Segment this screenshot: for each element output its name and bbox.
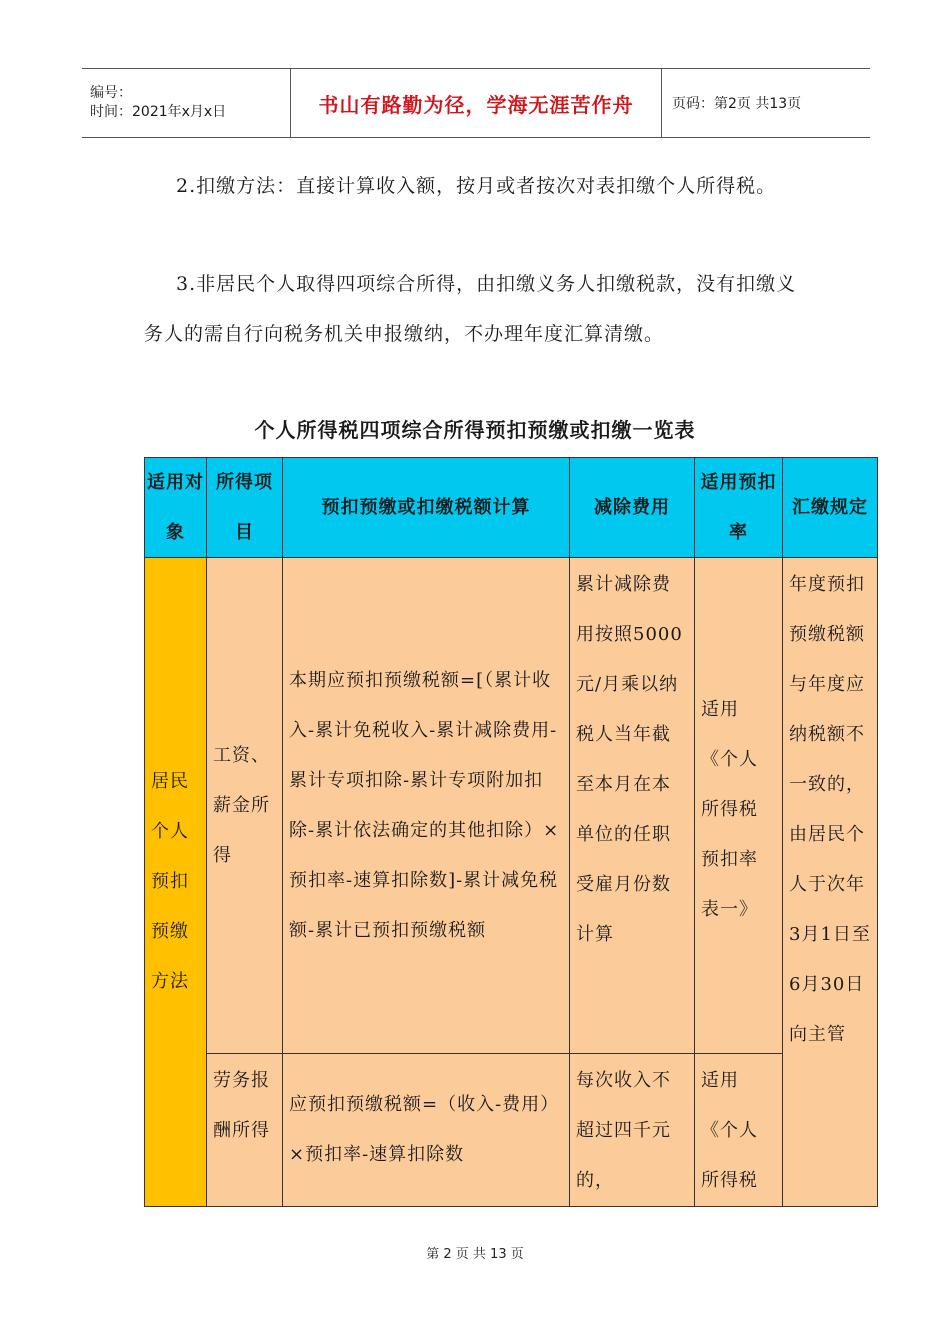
document-date: 时间：2021年x月x日 [90, 104, 227, 120]
header-cell-formula: 预扣预缴或扣缴税额计算 [282, 457, 570, 558]
paragraph-deduction-method: 2.扣缴方法：直接计算收入额，按月或者按次对表扣缴个人所得税。 [176, 175, 777, 197]
row-rate-wages: 适用《个人所得税预扣率表一》 [694, 557, 783, 1054]
row-formula-remuneration: 应预扣预缴税额=（收入-费用）×预扣率-速算扣除数 [282, 1053, 570, 1207]
header-cell-item: 所得项目 [206, 457, 283, 558]
document-number: 编号： [90, 85, 132, 101]
header-cell-settlement: 汇缴规定 [782, 457, 878, 558]
header-motto: 书山有路勤为径，学海无涯苦作舟 [290, 69, 662, 137]
header-meta [82, 69, 290, 137]
header-page-info: 页码：第2页 共13页 [672, 96, 802, 112]
header-cell-target: 适用对象 [144, 457, 207, 558]
table-title: 个人所得税四项综合所得预扣预缴或扣缴一览表 [254, 418, 696, 442]
row-formula-wages: 本期应预扣预缴税额=[（累计收入-累计免税收入-累计减除费用-累计专项扣除-累计专项附加扣除-累计依法确定的其他扣除）×预扣率-速算扣除数]-累计减免税额-累计已预扣预缴税额 [282, 557, 570, 1054]
resident-label-cell: 居民个人预扣预缴方法 [144, 557, 207, 1207]
header-cell-deduction: 减除费用 [569, 457, 695, 558]
page-footer: 第 2 页 共 13 页 [426, 1247, 524, 1262]
tax-summary-table [144, 457, 878, 1207]
settlement-cell: 年度预扣预缴税额与年度应纳税额不一致的，由居民个人于次年3月1日至6月30日向主管 [782, 557, 878, 1207]
row-item-remuneration: 劳务报酬所得 [206, 1053, 283, 1207]
row-item-wages: 工资、薪金所得 [206, 557, 283, 1054]
row-rate-remuneration: 适用《个人所得税 [694, 1053, 783, 1207]
paragraph-nonresident: 3.非居民个人取得四项综合所得，由扣缴义务人扣缴税款，没有扣缴义务人的需自行向税务机关申报缴纳，不办理年度汇算清缴。 [144, 273, 797, 345]
row-deduction-remuneration: 每次收入不超过四千元的， [569, 1053, 695, 1207]
row-deduction-wages: 累计减除费用按照5000元/月乘以纳税人当年截至本月在本单位的任职受雇月份数计算 [569, 557, 695, 1054]
header-cell-rate: 适用预扣率 [694, 457, 783, 558]
page-header [82, 68, 870, 138]
